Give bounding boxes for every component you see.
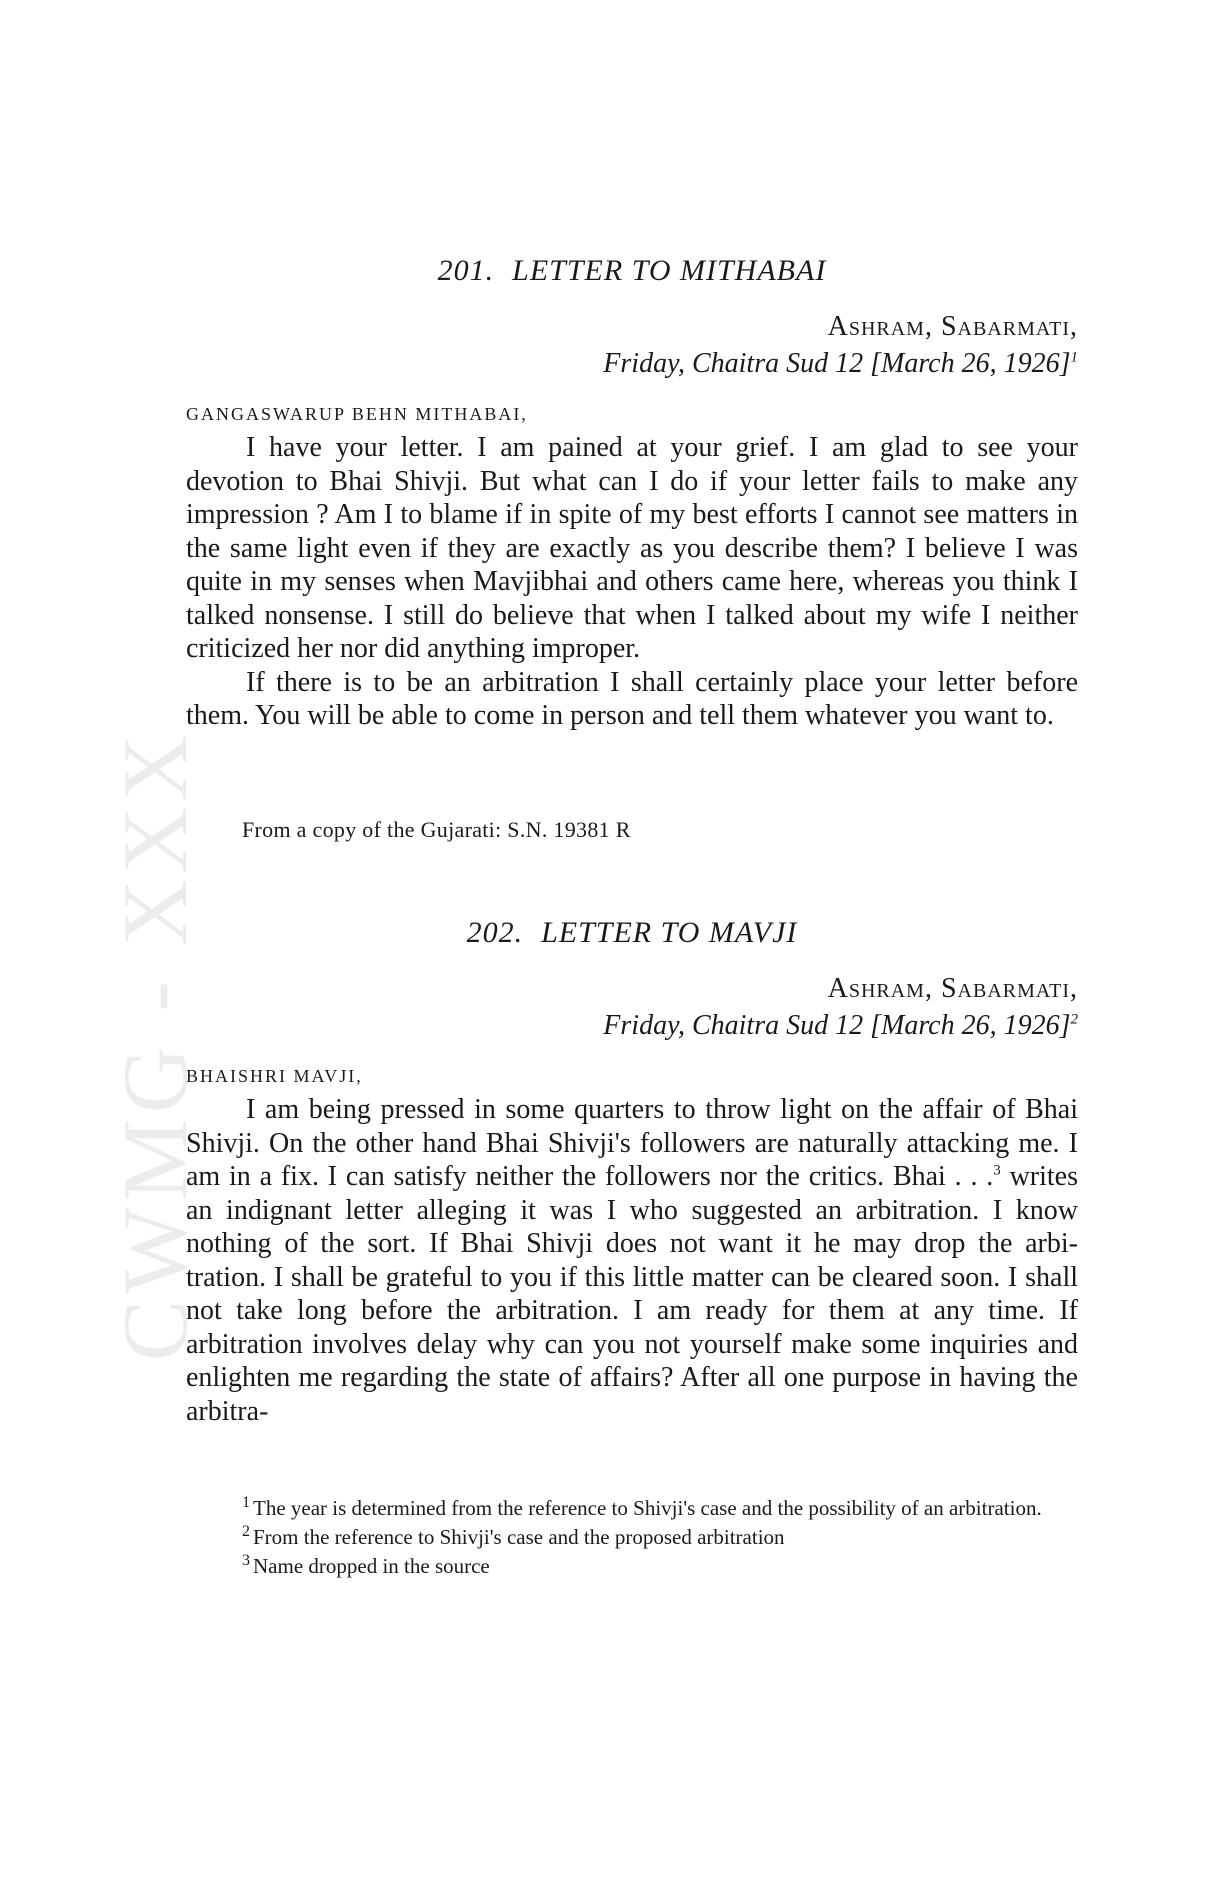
footnote-2 xyxy=(186,1523,1078,1552)
letter-201-title: LETTER TO MITHABAI xyxy=(512,254,827,287)
footnote-number: 1 xyxy=(242,1494,250,1511)
footnote-number: 3 xyxy=(242,1552,250,1569)
letter-202-number: 202. xyxy=(466,916,524,949)
letter-202-salutation: BHAISHRI MAVJI, xyxy=(186,1066,363,1086)
footnote-text: The year is determined from the reference to Shivji's case and the possibility of an arbitration. xyxy=(253,1496,1042,1520)
footnote-ref-3: 3 xyxy=(993,1162,1001,1179)
letter-202-date-bracket: [March 26, 1926] xyxy=(870,1010,1071,1041)
letter-201-date-bracket: [March 26, 1926] xyxy=(870,348,1071,379)
letter-202-title: LETTER TO MAVJI xyxy=(541,916,798,949)
letter-201-source: From a copy of the Gujarati: S.N. 19381 R xyxy=(242,817,631,842)
letter-202-text-part-2: writes an indignant letter alleging it was I who suggested an arbitration. I know nothing of the sort. If Bhai Shivji does not want it he may drop the arbi- tration. I shall be grateful to you if this little matter can be cleared soon. I shall not take long before the arbitration. I am ready for them at any time. If arbitration involves delay why can you not yourself make some inquiries and enlighten me regarding the state of affairs? After all one purpose in having the arbitra- xyxy=(186,1161,1079,1427)
letter-201-date-text: Friday, Chaitra Sud 12 xyxy=(603,348,864,379)
letter-201-salutation: GANGASWARUP BEHN MITHABAI, xyxy=(186,404,528,424)
footnote-ref-2: 2 xyxy=(1070,1011,1078,1028)
letter-201-paragraph: If there is to be an arbitration I shall certainly place your letter before them. You will be able to come in person and tell them whatever you want to. xyxy=(186,666,1078,731)
letter-202-text-part-1: I am being pressed in some quarters to throw light on the affair of Bhai Shivji. On the other hand Bhai Shivji's followers are naturally attacking me. I am in a fix. I can satisfy neither the followers nor the critics. Bhai . . . xyxy=(186,1094,1078,1192)
letter-201-place: Ashram, Sabarmati, xyxy=(827,311,1078,342)
letter-202-paragraph xyxy=(186,1093,1078,1428)
letter-202-date xyxy=(603,1010,1078,1042)
letter-202-date-text: Friday, Chaitra Sud 12 xyxy=(603,1010,864,1041)
watermark-text: CWMG - XXX xyxy=(104,728,207,1362)
letter-201-date xyxy=(603,348,1078,380)
letter-201-heading xyxy=(186,254,1078,288)
footnote-number: 2 xyxy=(242,1523,250,1540)
letter-201-number: 201. xyxy=(437,254,495,287)
footnote-text: From the reference to Shivji's case and the proposed arbitration xyxy=(253,1525,785,1549)
footnote-1 xyxy=(186,1494,1078,1523)
footnote-ref-1: 1 xyxy=(1070,349,1078,366)
letter-201-paragraph: I have your letter. I am pained at your grief. I am glad to see your devotion to Bhai Shivji. But what can I do if your letter fails to make any impression ? Am I to blame if in spite of my best efforts I cannot see matters in the same light even if they are exactly as you describe them? I believe I was quite in my senses when Mavjibhai and others came here, whereas you think I talked nonsense. I still do believe that when I talked about my wife I neither criticized her nor did anything improper. xyxy=(186,432,1078,664)
footnotes xyxy=(186,1494,1078,1581)
letter-201-body xyxy=(186,431,1078,733)
footnote-text: Name dropped in the source xyxy=(253,1554,490,1578)
letter-202-body xyxy=(186,1093,1078,1428)
letter-202-heading xyxy=(186,916,1078,950)
footnote-3 xyxy=(186,1552,1078,1581)
letter-202-place: Ashram, Sabarmati, xyxy=(827,973,1078,1004)
